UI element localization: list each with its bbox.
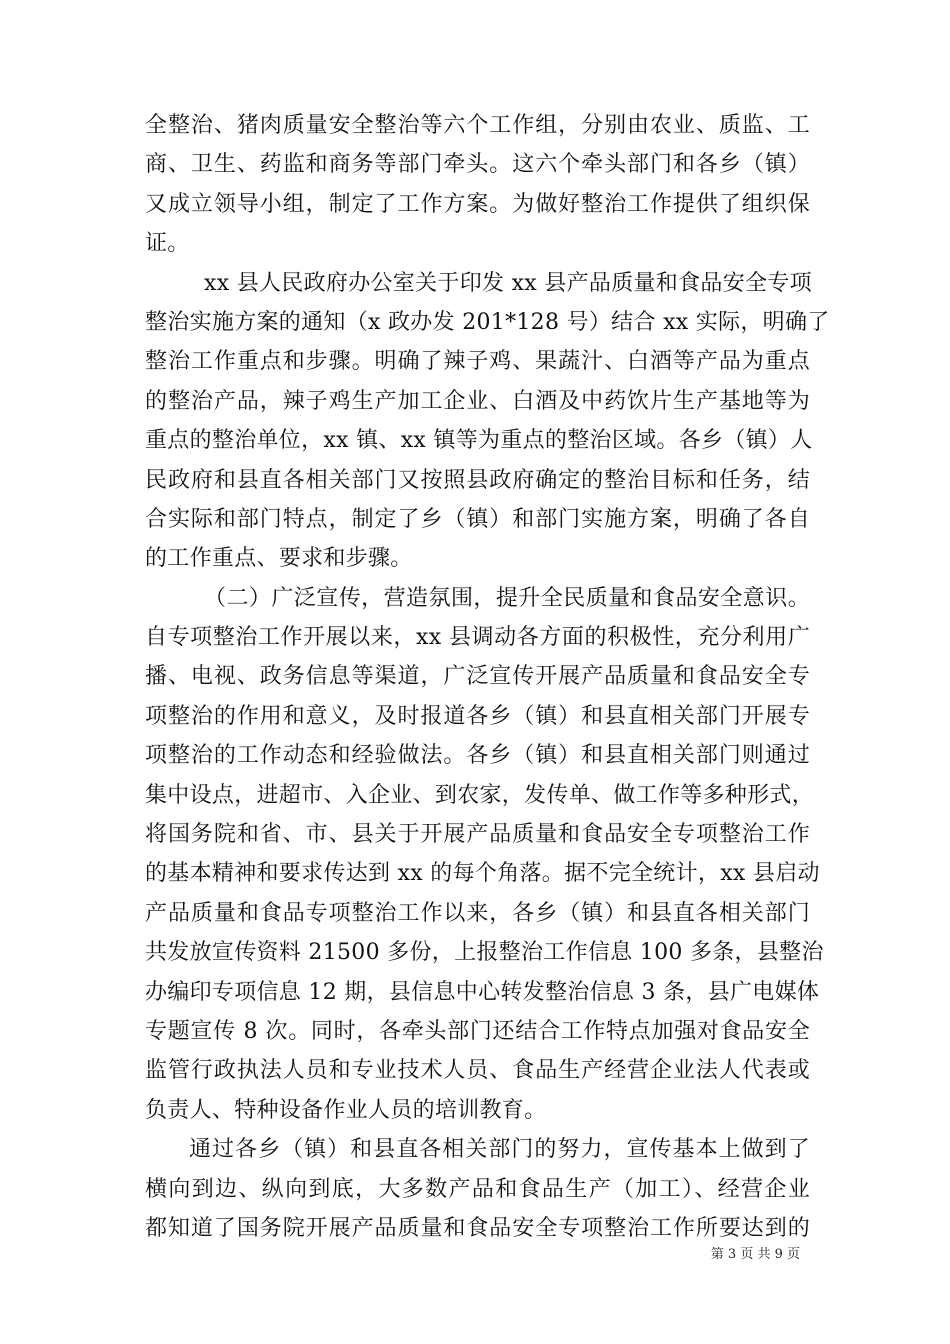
text-line: 自专项整治工作开展以来，xx 县调动各方面的积极性，充分利用广	[145, 625, 810, 651]
text-line: 商、卫生、药监和商务等部门牵头。这六个牵头部门和各乡（镇）	[145, 152, 810, 178]
text-line: 项整治的工作动态和经验做法。各乡（镇）和县直相关部门则通过	[145, 743, 810, 769]
text-line: 项整治的作用和意义，及时报道各乡（镇）和县直相关部门开展专	[145, 703, 810, 729]
text-line: 负责人、特种设备作业人员的培训教育。	[145, 1097, 547, 1123]
text-line: 的整治产品，辣子鸡生产加工企业、白酒及中药饮片生产基地等为	[145, 388, 810, 414]
text-line: 横向到边、纵向到底，大多数产品和食品生产（加工）、经营企业	[145, 1176, 810, 1202]
text-line: 监管行政执法人员和专业技术人员、食品生产经营企业法人代表或	[145, 1058, 810, 1084]
document-body	[145, 106, 830, 1248]
text-line: 整治实施方案的通知（x 政办发 201*128 号）结合 xx 实际，明确了	[145, 309, 830, 335]
page-number: 第 3 页 共 9 页	[710, 1247, 800, 1262]
text-line: 重点的整治单位，xx 镇、xx 镇等为重点的整治区域。各乡（镇）人	[145, 428, 813, 454]
text-line: 全整治、猪肉质量安全整治等六个工作组，分别由农业、质监、工	[145, 113, 810, 138]
text-line: xx 县人民政府办公室关于印发 xx 县产品质量和食品安全专项	[204, 270, 812, 296]
text-line: 专题宣传 8 次。同时，各牵头部门还结合工作特点加强对食品安全	[145, 1018, 810, 1044]
text-line: 的工作重点、要求和步骤。	[145, 546, 413, 572]
text-line: 的基本精神和要求传达到 xx 的每个角落。据不完全统计，xx 县启动	[145, 861, 820, 887]
text-line: 通过各乡（镇）和县直各相关部门的努力，宣传基本上做到了	[189, 1137, 810, 1163]
text-line: 将国务院和省、市、县关于开展产品质量和食品安全专项整治工作	[145, 822, 810, 848]
text-line: 共发放宣传资料 21500 多份，上报整治工作信息 100 多条，县整治	[145, 940, 824, 966]
text-line: 合实际和部门特点，制定了乡（镇）和部门实施方案，明确了各自	[145, 506, 810, 532]
text-line: 集中设点，进超市、入企业、到农家，发传单、做工作等多种形式，	[145, 782, 815, 808]
text-line: 民政府和县直各相关部门又按照县政府确定的整治目标和任务，结	[145, 467, 810, 493]
section-heading-line: （二）广泛宣传，营造氛围，提升全民质量和食品安全意识。	[204, 585, 810, 611]
text-line: 都知道了国务院开展产品质量和食品安全专项整治工作所要达到的	[145, 1215, 810, 1241]
text-line: 证。	[145, 231, 190, 257]
text-line: 整治工作重点和步骤。明确了辣子鸡、果蔬汁、白酒等产品为重点	[145, 349, 810, 375]
text-line: 又成立领导小组，制定了工作方案。为做好整治工作提供了组织保	[145, 191, 810, 217]
text-line: 播、电视、政务信息等渠道，广泛宣传开展产品质量和食品安全专	[145, 664, 810, 690]
text-line: 产品质量和食品专项整治工作以来，各乡（镇）和县直各相关部门	[145, 900, 810, 926]
text-line: 办编印专项信息 12 期，县信息中心转发整治信息 3 条，县广电媒体	[145, 979, 820, 1005]
